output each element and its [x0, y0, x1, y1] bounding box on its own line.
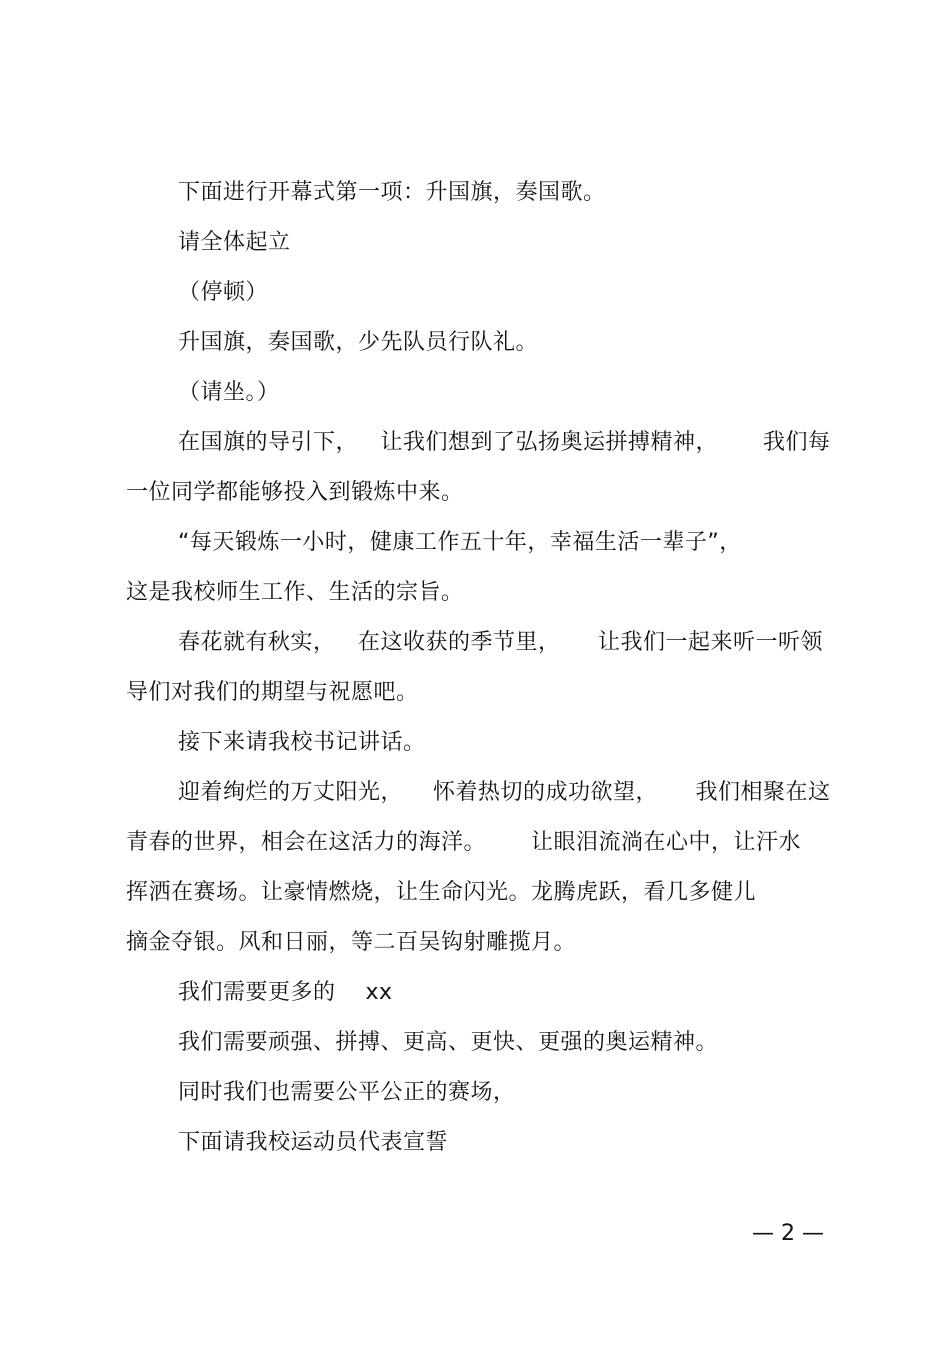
text-line: 接下来请我校书记讲话。	[178, 730, 426, 755]
text-line: 在国旗的导引下， 让我们想到了弘扬奥运拼搏精神， 我们每	[178, 430, 831, 455]
text-line: 我们需要更多的 xx	[178, 980, 393, 1005]
text-line: 青春的世界，相会在这活力的海洋。 让眼泪流淌在心中，让汗水	[126, 830, 801, 855]
text-line: 摘金夺银。风和日丽，等二百吴钩射雕揽月。	[126, 930, 577, 955]
text-line: 春花就有秋实， 在这收获的季节里， 让我们一起来听一听领	[178, 630, 823, 655]
text-line: （停顿）	[178, 280, 269, 305]
text-line: 一位同学都能够投入到锻炼中来。	[126, 480, 464, 505]
text-line: 下面进行开幕式第一项：升国旗，奏国歌。	[178, 180, 606, 205]
text-line: 下面请我校运动员代表宣誓	[178, 1130, 449, 1155]
text-line: 我们需要顽强、拼搏、更高、更快、更强的奥运精神。	[178, 1030, 719, 1055]
text-line: 这是我校师生工作、生活的宗旨。	[126, 580, 464, 605]
text-line: 请全体起立	[178, 230, 291, 255]
text-line: 同时我们也需要公平公正的赛场，	[178, 1080, 516, 1105]
text-line: 迎着绚烂的万丈阳光， 怀着热切的成功欲望， 我们相聚在这	[178, 780, 831, 805]
text-line: （请坐。）	[178, 380, 280, 405]
text-line: 导们对我们的期望与祝愿吧。	[126, 680, 419, 705]
text-line: 挥洒在赛场。让豪情燃烧，让生命闪光。龙腾虎跃，看几多健儿	[126, 880, 757, 905]
page-number: — 2 —	[752, 1221, 824, 1246]
text-line: “每天锻炼一小时，健康工作五十年，幸福生活一辈子”，	[178, 530, 742, 555]
text-line: 升国旗，奏国歌，少先队员行队礼。	[178, 330, 539, 355]
